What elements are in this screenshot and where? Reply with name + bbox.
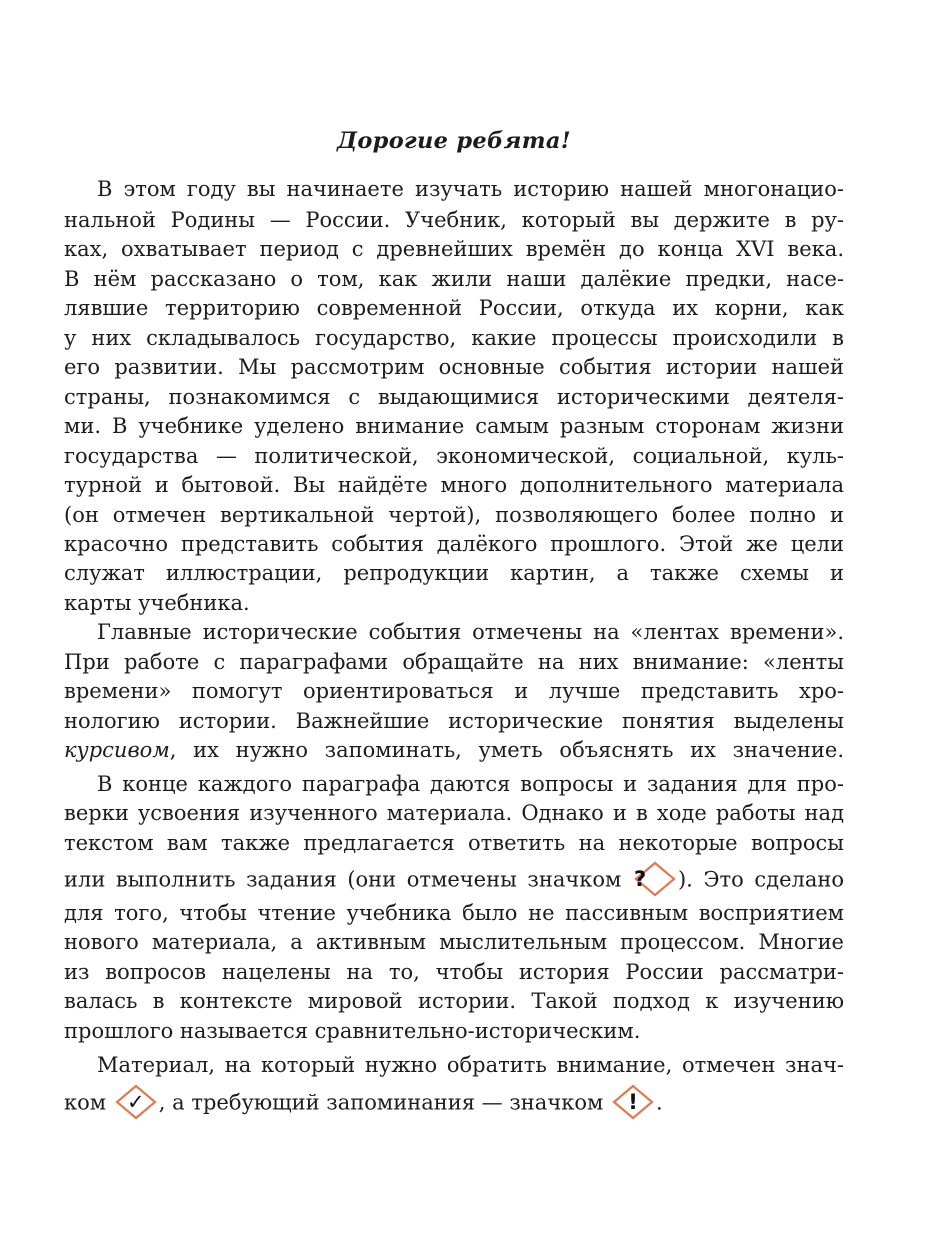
italic-term: курсивом bbox=[64, 738, 170, 762]
text-fragment: . bbox=[656, 1090, 663, 1115]
text-fragment: , их нужно запоминать, уметь объяснять их значение. bbox=[169, 738, 844, 762]
text-line: Главные исторические события отмечены на «лентах времени». bbox=[97, 620, 844, 644]
text-line: Материал, на который нужно обратить внимание, отмечен знач- bbox=[97, 1053, 844, 1077]
text-fragment: или выполнить задания (они отмечены значком bbox=[64, 867, 622, 892]
exclamation-diamond-icon bbox=[612, 1084, 654, 1120]
text-line: В конце каждого параграфа даются вопросы и задания для про- bbox=[97, 772, 844, 796]
text-line: нового материала, а активным мыслительным процессом. Многие bbox=[64, 930, 844, 954]
text-line: нологию истории. Важнейшие исторические понятия выделены bbox=[64, 709, 844, 733]
text-line: красочно представить события далёкого прошлого. Этой же цели bbox=[64, 532, 844, 556]
text-line: страны, познакомимся с выдающимися историческими деятеля- bbox=[64, 385, 844, 409]
text-line: времени» помогут ориентироваться и лучше представить хро- bbox=[64, 679, 844, 703]
text-line: валась в контексте мировой истории. Такой подход к изучению bbox=[64, 989, 844, 1013]
text-line: текстом вам также предлагается ответить на некоторые вопросы bbox=[64, 831, 844, 855]
text-line: из вопросов нацелены на то, чтобы история России рассматри- bbox=[64, 960, 844, 984]
text-line bbox=[64, 735, 844, 765]
text-line: В нём рассказано о том, как жили наши далёкие предки, насе- bbox=[64, 267, 844, 291]
checkmark-diamond-icon bbox=[115, 1084, 157, 1120]
text-line: При работе с параграфами обращайте на них внимание: «ленты bbox=[64, 650, 844, 674]
text-fragment: , а требующий запоминания — значком bbox=[158, 1090, 604, 1115]
question-diamond-icon bbox=[634, 861, 676, 897]
text-line: его развитии. Мы рассмотрим основные события истории нашей bbox=[64, 355, 844, 379]
question-glyph: ? bbox=[633, 867, 647, 891]
text-line: нальной Родины — России. Учебник, который вы держите в ру- bbox=[64, 208, 844, 232]
text-line: верки усвоения изученного материала. Однако и в ходе работы над bbox=[64, 801, 844, 825]
checkmark-glyph: ✓ bbox=[126, 1090, 145, 1114]
text-line: В этом году вы начинаете изучать историю нашей многонацио- bbox=[97, 177, 844, 201]
text-line: прошлого называется сравнительно-историческим. bbox=[64, 1019, 641, 1043]
text-line: ми. В учебнике уделено внимание самым разным сторонам жизни bbox=[64, 414, 844, 438]
text-line: турной и бытовой. Вы найдёте много дополнительного материала bbox=[64, 473, 844, 497]
text-fragment: ком bbox=[64, 1090, 107, 1115]
text-line: служат иллюстрации, репродукции картин, а также схемы и bbox=[64, 561, 844, 585]
text-line: ках, охватывает период с древнейших времён до конца XVI века. bbox=[64, 237, 844, 261]
text-line: государства — политической, экономической, социальной, куль- bbox=[64, 444, 844, 468]
text-line: карты учебника. bbox=[64, 591, 250, 615]
text-line bbox=[64, 863, 844, 893]
text-line: лявшие территорию современной России, откуда их корни, как bbox=[64, 296, 844, 320]
text-line: у них складывалось государство, какие процессы происходили в bbox=[64, 326, 844, 350]
text-fragment: ). Это сделано bbox=[677, 867, 844, 892]
text-line: для того, чтобы чтение учебника было не пассивным восприятием bbox=[64, 901, 844, 925]
exclamation-glyph: ! bbox=[628, 1090, 638, 1114]
text-line: (он отмечен вертикальной чертой), позволяющего более полно и bbox=[64, 503, 844, 527]
text-line bbox=[64, 1086, 844, 1116]
page-title: Дорогие ребята! bbox=[337, 128, 571, 154]
